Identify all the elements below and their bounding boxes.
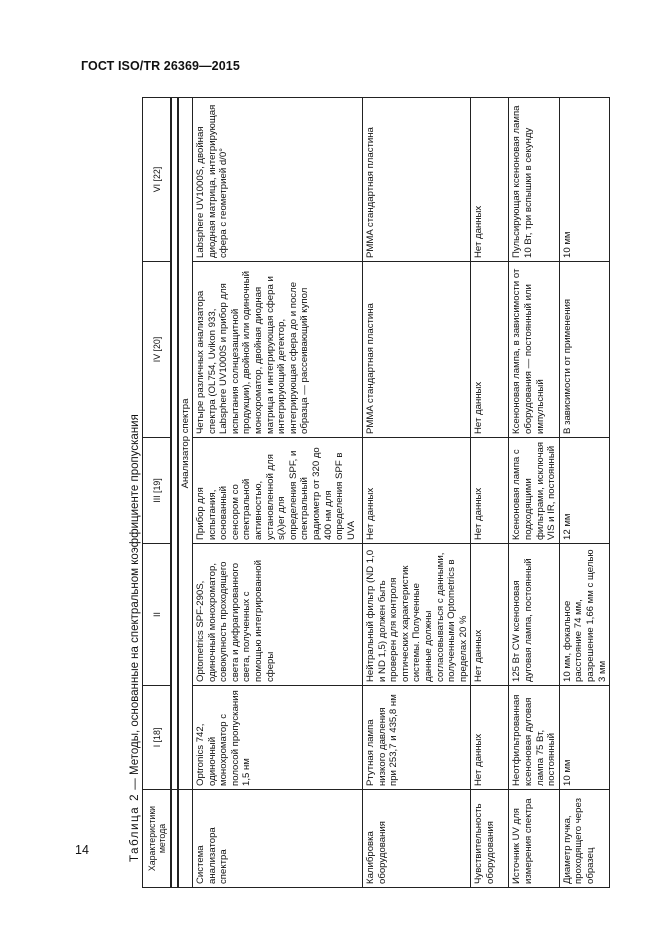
- row-label-cell: Система анализатора спектра: [193, 790, 363, 888]
- table-cell: Нейтральный фильтр (ND 1,0 и ND 1,5) должен быть проверен для контроля оптических характеристик системы. Полученные данные должны согласовываться с данными, полученными Optometrics в пределах 20 %: [363, 544, 471, 686]
- table-cell: Ксеноновая лампа с подходящими фильтрами, исключая VIS и IR, постоянный: [509, 438, 559, 544]
- table-cell: В зависимости от применения: [559, 262, 609, 438]
- table-cell: Неотфильтрованная ксеноновая дуговая лампа 75 Вт, постоянный: [509, 686, 559, 790]
- table-cell: Нет данных: [363, 438, 471, 544]
- header-spacer-row: [171, 98, 178, 888]
- section-row: [178, 98, 193, 888]
- table-cell: Ртутная лампа низкого давления при 253,7 и 435,8 нм: [363, 686, 471, 790]
- rotated-table-container: [142, 98, 608, 888]
- table-cell: PMMA стандартная пластина: [363, 98, 471, 262]
- table-row: [509, 98, 559, 888]
- table-cell: 10 мм: [559, 686, 609, 790]
- table-cell: Labsphere UV1000S, двойная диодная матрица, интегрирующая сфера с геометрией d/0°: [193, 98, 363, 262]
- table-header-row: [143, 98, 171, 888]
- table-row: [471, 98, 509, 888]
- column-header: II: [143, 544, 171, 686]
- table-cell: PMMA стандартная пластина: [363, 262, 471, 438]
- table-caption-text: — Методы, основанные на спектральном коэффициенте пропускания: [129, 414, 141, 793]
- document-standard-header: ГОСТ ISO/TR 26369—2015: [81, 59, 240, 73]
- table-row: [363, 98, 471, 888]
- table-cell: Прибор для испытания, основанный сенсором со спектральной активностью, установленной для s(λ)er для определения SPF, и спектральный радиометр от 320 до 400 нм для определения SPF в UVA: [193, 438, 363, 544]
- table-cell: Optronics 742, одиночный монохроматор с полосой пропускания 1,5 нм: [193, 686, 363, 790]
- page-number: 14: [75, 843, 89, 857]
- section-title: Анализатор спектра: [178, 98, 193, 790]
- row-label-cell: Чувствительность оборудования: [471, 790, 509, 888]
- table-cell: Нет данных: [471, 262, 509, 438]
- column-header: IV [20]: [143, 262, 171, 438]
- row-label-cell: Диаметр пучка, проходящего через образец: [559, 790, 609, 888]
- column-header: I [18]: [143, 686, 171, 790]
- table-cell: Нет данных: [471, 98, 509, 262]
- table-caption-label: Таблица 2: [129, 792, 141, 862]
- table-cell: Пульсирующая ксеноновая лампа 10 Вт, три вспышки в секунду: [509, 98, 559, 262]
- row-label-cell: Калибровка оборудования: [363, 790, 471, 888]
- row-label-cell: Источник UV для измерения спектра: [509, 790, 559, 888]
- column-header: VI [22]: [143, 98, 171, 262]
- table-cell: Optometrics SPF-290S, одиночный монохроматор, совокупность проходящего света и дифрагированного света, полученных с помощью интегрированной сферы: [193, 544, 363, 686]
- table-caption: [128, 86, 142, 862]
- methods-table: [142, 97, 610, 888]
- table-cell: Четыре различных анализатора спектра (OL754, Uvikon 933, Labsphere UV1000S и прибор для испытания солнцезащитной продукции), двойной или одиночный монохроматор, двойная диодная матрица и интегрирующая сфера и интегрирующий детектор, интегрирующая сфера до и после образца — рассеивающий купол: [193, 262, 363, 438]
- table-row: [193, 98, 363, 888]
- column-header: Характеристики метода: [143, 790, 171, 888]
- table-cell: 125 Вт CW ксеноновая дуговая лампа, постоянный: [509, 544, 559, 686]
- table-cell: Нет данных: [471, 686, 509, 790]
- table-cell: 12 мм: [559, 438, 609, 544]
- table-cell: Нет данных: [471, 544, 509, 686]
- table-cell: Нет данных: [471, 438, 509, 544]
- table-cell: 10 мм, фокальное расстояние 74 мм, разрешение 1,66 мм с щелью 3 мм: [559, 544, 609, 686]
- table-cell: Ксеноновая лампа, в зависимости от оборудования — постоянный или импульсный: [509, 262, 559, 438]
- table-row: [559, 98, 609, 888]
- table-cell: 10 мм: [559, 98, 609, 262]
- column-header: III [19]: [143, 438, 171, 544]
